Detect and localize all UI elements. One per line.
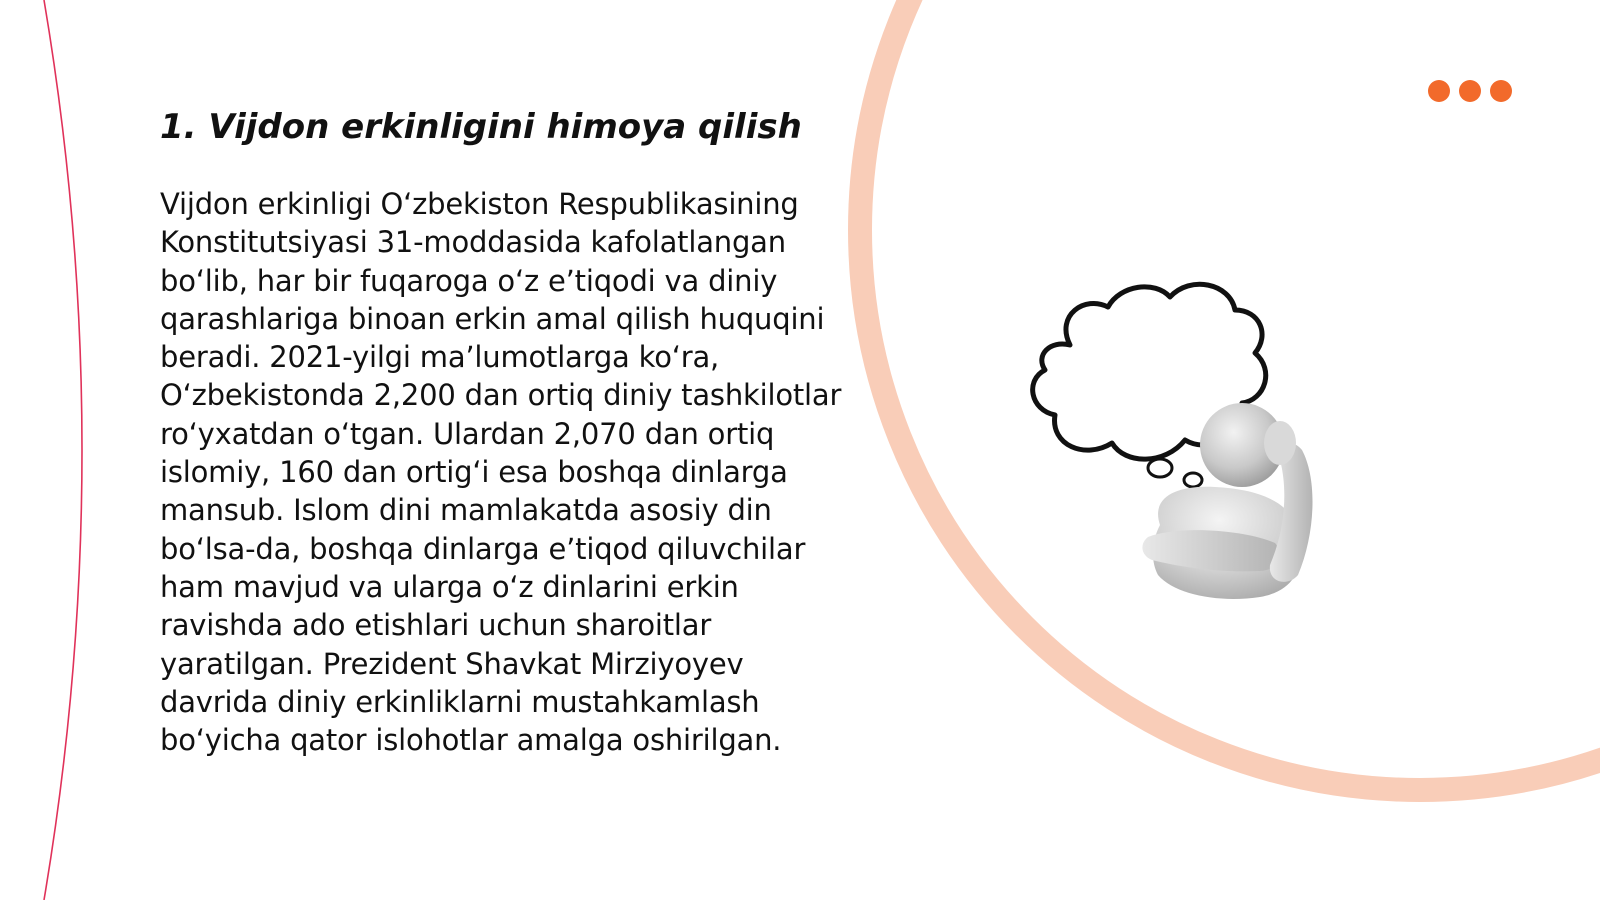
thought-bubble-small-icon — [1148, 459, 1172, 477]
slide-body-text: Vijdon erkinligi O‘zbekiston Respublikasining Konstitutsiyasi 31-moddasida kafolatlangan bo‘lib, har bir fuqaroga o‘z e’tiqodi va diniy qarashlariga binoan erkin amal qilish huquqini beradi. 2021-yilgi ma’lumotlarga ko‘ra, O‘zbekistonda 2,200 dan ortiq diniy tashkilotlar ro‘yxatdan o‘tgan. Ulardan 2,070 dan ortiq islomiy, 160 dan ortig‘i esa boshqa dinlarga mansub. Islom dini mamlakatda asosiy din bo‘lsa-da, boshqa dinlarga e’tiqod qiluvchilar ham mavjud va ularga o‘z dinlarini erkin ravishda ado etishlari uchun sharoitlar yaratilgan. Prezident Shavkat Mirziyoyev davrida diniy erkinliklarni mustahkamlash bo‘yicha qator islohotlar amalga oshirilgan. — [160, 187, 842, 758]
thought-bubble-tiny-icon — [1184, 473, 1202, 487]
three-dots-icon — [1428, 80, 1513, 102]
dot-icon — [1459, 80, 1481, 102]
thinking-person-icon — [1030, 275, 1350, 615]
person-hand — [1264, 421, 1296, 465]
dot-icon — [1490, 80, 1512, 102]
left-curve-line — [44, 0, 82, 900]
dot-icon — [1428, 80, 1450, 102]
slide-heading: 1. Vijdon erkinligini himoya qilish — [160, 107, 802, 147]
